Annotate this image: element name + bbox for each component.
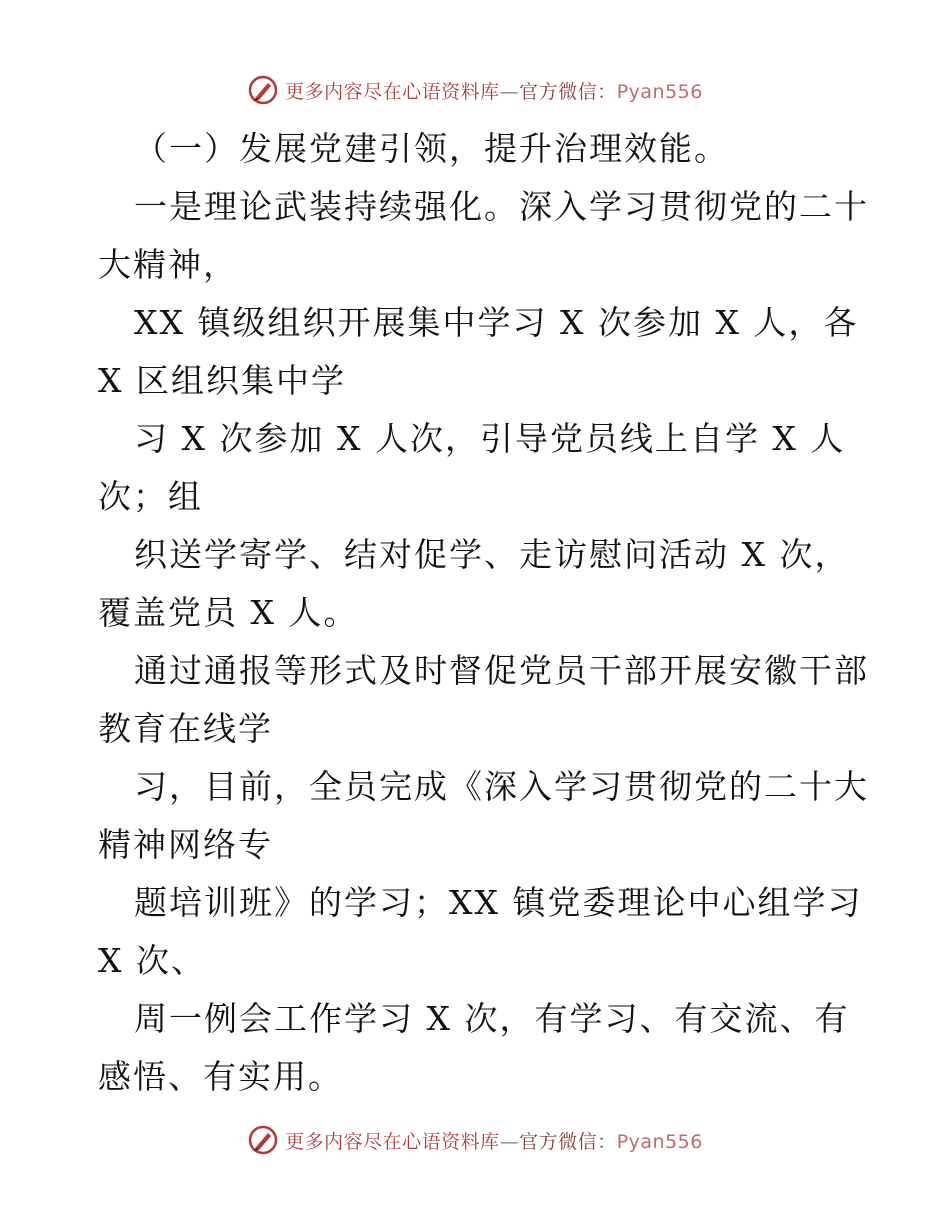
paragraph-line: 覆盖党员 X 人。 [98, 593, 359, 632]
paragraph-line: 精神网络专 [98, 825, 273, 864]
banner-wechat-label: 官方微信： [519, 1130, 617, 1153]
paragraph-line: 一是理论武装持续强化。深入学习贯彻党的二十 [134, 187, 869, 226]
section-heading: （一）发展党建引领，提升治理效能。 [134, 129, 729, 168]
pen-logo-icon [247, 74, 279, 106]
paragraph-line: 通过通报等形式及时督促党员干部开展安徽干部 [134, 651, 869, 690]
banner-wechat-label: 官方微信： [519, 80, 617, 103]
banner-brand: 更多内容尽在心语资料库 [285, 80, 500, 103]
banner-dash: — [499, 80, 520, 103]
paragraph-line: 习 X 次参加 X 人次，引导党员线上自学 X 人 [134, 419, 846, 458]
footer-watermark-banner [0, 1120, 950, 1160]
paragraph-line: 感悟、有实用。 [98, 1057, 343, 1096]
paragraph-line: X 次、 [98, 941, 206, 980]
banner-wechat-id: Pyan556 [616, 80, 703, 103]
banner-text [285, 77, 703, 104]
paragraph-line: 题培训班》的学习；XX 镇党委理论中心组学习 [134, 883, 863, 922]
banner-text [285, 1127, 703, 1154]
header-watermark-banner [0, 70, 950, 110]
pen-logo-icon [247, 1124, 279, 1156]
banner-brand: 更多内容尽在心语资料库 [285, 1130, 500, 1153]
document-body [98, 120, 869, 1106]
paragraph-line: X 区组织集中学 [98, 361, 346, 400]
paragraph-line: 大精神， [98, 245, 238, 284]
paragraph-line: 织送学寄学、结对促学、走访慰问活动 X 次， [134, 535, 850, 574]
paragraph-line: 次；组 [98, 477, 203, 516]
paragraph-line: 习，目前，全员完成《深入学习贯彻党的二十大 [134, 767, 869, 806]
paragraph-line: 周一例会工作学习 X 次，有学习、有交流、有 [134, 999, 850, 1038]
banner-wechat-id: Pyan556 [616, 1130, 703, 1153]
paragraph-line: 教育在线学 [98, 709, 273, 748]
paragraph-line: XX 镇级组织开展集中学习 X 次参加 X 人，各 [134, 303, 859, 342]
banner-dash: — [499, 1130, 520, 1153]
